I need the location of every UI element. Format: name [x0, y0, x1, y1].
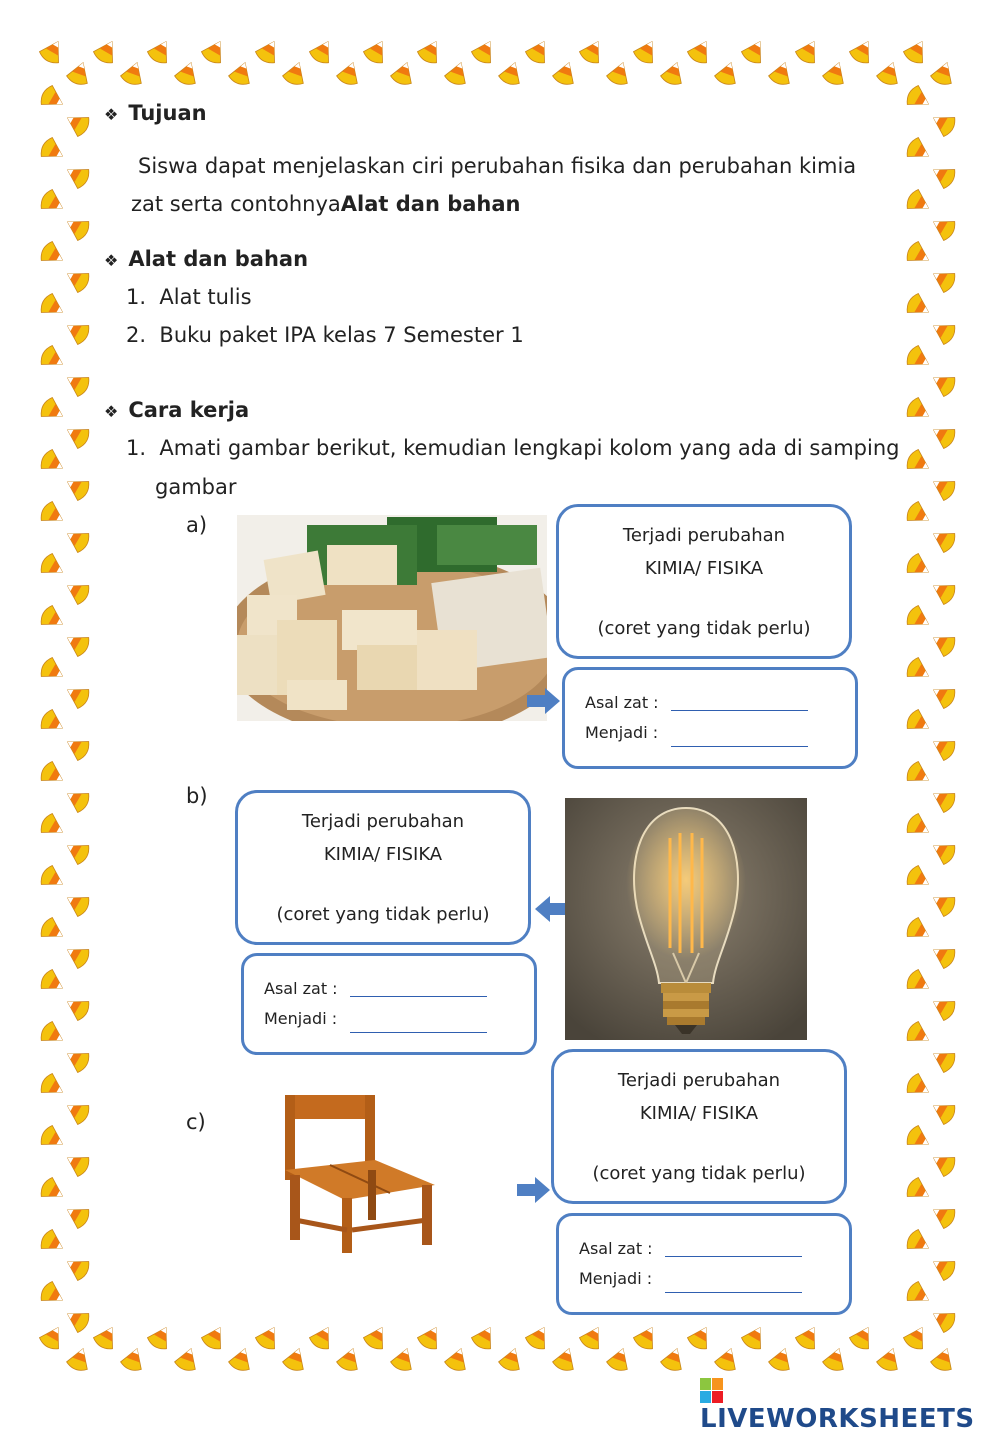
answer-box-a [562, 667, 858, 769]
asal-zat-field[interactable] [671, 710, 808, 711]
question-b-label: b) [186, 784, 208, 808]
liveworksheets-logo[interactable] [700, 1378, 1000, 1434]
arrow-right-icon [517, 1177, 551, 1203]
change-instruction: (coret yang tidak perlu) [276, 904, 490, 925]
cara-step-line1: 1. Amati gambar berikut, kemudian lengkapi kolom yang ada di samping [126, 436, 900, 460]
change-options[interactable]: KIMIA/ FISIKA [644, 558, 764, 579]
menjadi-field[interactable] [671, 746, 808, 747]
menjadi-label: Menjadi : [579, 1269, 653, 1288]
change-prompt: Terjadi perubahan [617, 1070, 781, 1091]
diamond-bullet-icon: ❖ [104, 105, 119, 124]
alat-item-1: 1. Alat tulis [126, 285, 252, 309]
change-instruction: (coret yang tidak perlu) [597, 618, 811, 639]
change-options[interactable]: KIMIA/ FISIKA [323, 844, 443, 865]
change-instruction: (coret yang tidak perlu) [592, 1163, 806, 1184]
liveworksheets-brand: LIVEWORKSHEETS [700, 1404, 975, 1434]
asal-zat-label: Asal zat : [579, 1239, 653, 1258]
liveworksheets-logo-icon [700, 1378, 724, 1404]
arrow-right-icon [527, 688, 561, 714]
alat-heading: ❖ Alat dan bahan [104, 247, 309, 271]
asal-zat-label: Asal zat : [264, 979, 338, 998]
cara-step-line2: gambar [155, 475, 237, 499]
tujuan-text-line2: zat serta contohnyaAlat dan bahan [131, 192, 521, 216]
tempe-photo [237, 515, 547, 721]
light-bulb-photo [565, 798, 807, 1040]
diamond-bullet-icon: ❖ [104, 251, 119, 270]
tujuan-text-line1: Siswa dapat menjelaskan ciri perubahan fisika dan perubahan kimia [138, 154, 857, 178]
alat-item-2: 2. Buku paket IPA kelas 7 Semester 1 [126, 323, 524, 347]
change-type-box-c[interactable] [551, 1049, 847, 1204]
menjadi-field[interactable] [665, 1292, 802, 1293]
menjadi-label: Menjadi : [264, 1009, 338, 1028]
diamond-bullet-icon: ❖ [104, 402, 119, 421]
change-type-box-a[interactable] [556, 504, 852, 659]
tujuan-heading: ❖ Tujuan [104, 101, 207, 125]
wooden-chair-photo [270, 1090, 440, 1255]
menjadi-field[interactable] [350, 1032, 487, 1033]
change-options[interactable]: KIMIA/ FISIKA [639, 1103, 759, 1124]
asal-zat-field[interactable] [665, 1256, 802, 1257]
question-a-label: a) [186, 513, 208, 537]
change-prompt: Terjadi perubahan [622, 525, 786, 546]
menjadi-label: Menjadi : [585, 723, 659, 742]
asal-zat-label: Asal zat : [585, 693, 659, 712]
change-type-box-b[interactable] [235, 790, 531, 945]
cara-heading: ❖ Cara kerja [104, 398, 250, 422]
arrow-left-icon [534, 896, 568, 922]
answer-box-c [556, 1213, 852, 1315]
asal-zat-field[interactable] [350, 996, 487, 997]
change-prompt: Terjadi perubahan [301, 811, 465, 832]
answer-box-b [241, 953, 537, 1055]
question-c-label: c) [186, 1110, 206, 1134]
